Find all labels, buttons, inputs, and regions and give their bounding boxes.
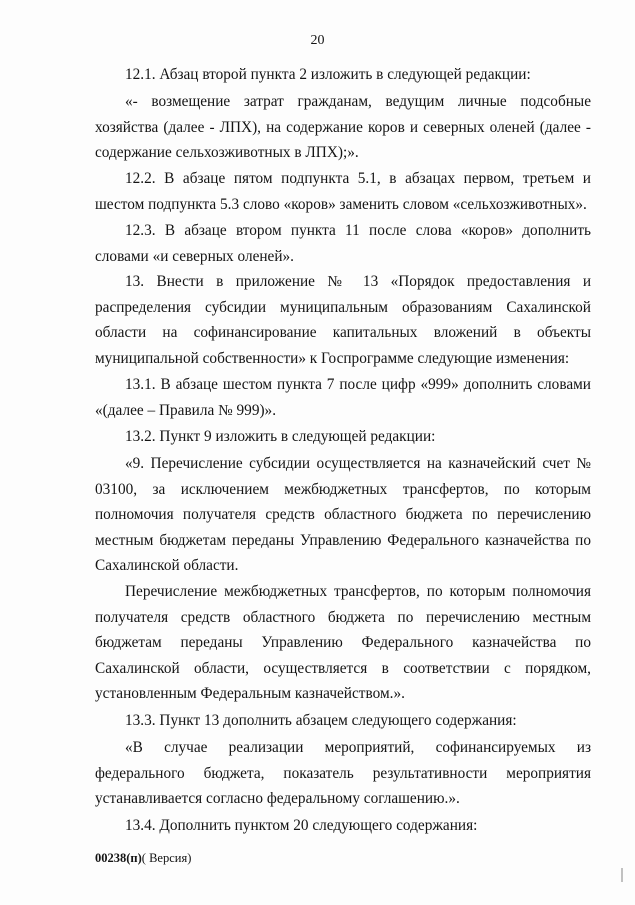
paragraph-13-4: 13.4. Дополнить пунктом 20 следующего содержания: bbox=[125, 817, 478, 834]
paragraph-9-text: «9. Перечисление субсидии осуществляется на казначейский счет № 03100, за исключением межбюджетных трансфертов, по которым полномочия получателя средств областного бюджета по перечислению местным бюджетам переданы Управлению Федерального казначейства по Сахалинской области. bbox=[95, 455, 591, 575]
paragraph-13-3: 13.3. Пункт 13 дополнить абзацем следующего содержания: bbox=[125, 712, 517, 729]
document-footer bbox=[95, 851, 191, 866]
paragraph-12-2: 12.2. В абзаце пятом подпункта 5.1, в абзацах первом, третьем и шестом подпункта 5.3 слово «коров» заменить словом «сельхозживотных». bbox=[95, 170, 591, 213]
paragraph-13-1: 13.1. В абзаце шестом пункта 7 после цифр «999» дополнить словами «(далее – Правила № 999)». bbox=[95, 376, 591, 419]
paragraph-13-2: 13.2. Пункт 9 изложить в следующей редакции: bbox=[125, 428, 436, 445]
paragraph-12-1-text: «- возмещение затрат гражданам, ведущим личные подсобные хозяйства (далее - ЛПХ), на содержание коров и северных оленей (далее - содержание сельхозживотных в ЛПХ);». bbox=[95, 93, 591, 162]
paragraph-12-1: 12.1. Абзац второй пункта 2 изложить в следующей редакции: bbox=[125, 66, 531, 83]
document-version: ( Версия) bbox=[141, 851, 192, 865]
document-code: 00238(п) bbox=[95, 851, 142, 865]
scan-edge-mark bbox=[621, 868, 623, 882]
paragraph-13: 13. Внести в приложение № 13 «Порядок предоставления и распределения субсидии муниципальным образованиям Сахалинской области на софинансирование капитальных вложений в объекты муниципальной собственности» к Госпрограмме следующие изменения: bbox=[95, 273, 591, 367]
paragraph-12-3: 12.3. В абзаце втором пункта 11 после слова «коров» дополнить словами «и северных оленей». bbox=[95, 222, 591, 265]
paragraph-13-3-text: «В случае реализации мероприятий, софинансируемых из федерального бюджета, показатель результативности мероприятия устанавливается согласно федеральному соглашению.». bbox=[95, 739, 591, 808]
paragraph-transfers: Перечисление межбюджетных трансфертов, по которым полномочия получателя средств областного бюджета по перечислению местным бюджетам переданы Управлению Федерального казначейства по Сахалинской области, осуществляется в соответствии с порядком, установленным Федеральным казначейством.». bbox=[95, 583, 591, 703]
page-number: 20 bbox=[310, 33, 325, 48]
